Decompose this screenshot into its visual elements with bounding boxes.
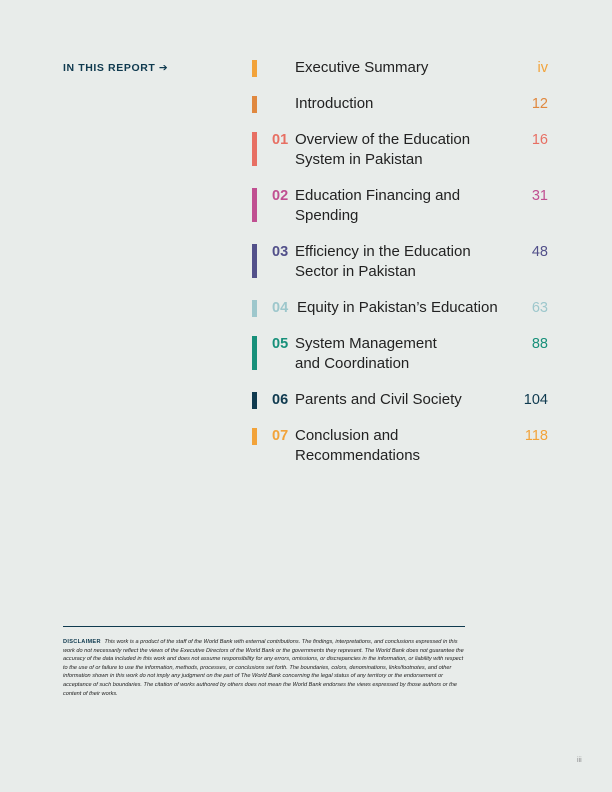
toc-title: Overview of the Education System in Pakistan xyxy=(295,131,471,168)
toc-color-bar xyxy=(252,428,257,445)
toc-number: 03 xyxy=(272,244,289,260)
toc-page-number: 104 xyxy=(523,392,548,408)
toc-page-number: 12 xyxy=(531,96,548,112)
toc-page-number: 16 xyxy=(531,132,548,148)
toc-page-number: 48 xyxy=(531,244,548,260)
toc-item-chapter-04[interactable] xyxy=(252,298,552,320)
page-number: iii xyxy=(577,757,582,764)
toc-color-bar xyxy=(252,60,257,77)
disclaimer-divider xyxy=(63,626,465,627)
toc-item-chapter-06[interactable] xyxy=(252,390,552,412)
toc-item-chapter-05[interactable] xyxy=(252,334,552,376)
toc-item-chapter-01[interactable] xyxy=(252,130,552,172)
toc-number: 04 xyxy=(272,300,289,316)
toc-page-number: 63 xyxy=(531,300,548,316)
toc-number: 06 xyxy=(272,392,289,408)
toc-color-bar xyxy=(252,336,257,370)
toc-item-executive-summary[interactable] xyxy=(252,58,552,80)
toc-color-bar xyxy=(252,188,257,222)
toc-item-chapter-02[interactable] xyxy=(252,186,552,228)
disclaimer-label: DISCLAIMER xyxy=(63,639,101,645)
toc-title: Education Financing and Spending xyxy=(295,187,461,224)
toc-title: Parents and Civil Society xyxy=(295,391,462,408)
toc-title: Executive Summary xyxy=(295,59,429,76)
toc-title: Equity in Pakistan’s Education xyxy=(297,299,498,316)
in-this-report-label: IN THIS REPORT ➔ xyxy=(63,62,169,74)
toc-item-introduction[interactable] xyxy=(252,94,552,116)
toc-color-bar xyxy=(252,392,257,409)
toc-title: Introduction xyxy=(295,95,374,112)
toc-title: Efficiency in the Education Sector in Pakistan xyxy=(295,243,471,280)
toc-page-number: iv xyxy=(537,60,548,76)
toc-number: 07 xyxy=(272,428,289,444)
disclaimer-text: This work is a product of the staff of the World Bank with external contributions. The findings, interpretations, and conclusions expressed in this work do not necessarily reflect the views of the Executive Directors of the World Bank or the governments they represent. The World Bank does not guarantee the accuracy of the data included in this work and does not assume responsibility for any errors, omissions, or discrepancies in the information, or liability with respect to the use of or failure to use the information, methods, processes, or conclusions set forth. The boundaries, colors, denominations, links/footnotes, and other information shown in this work do not imply any judgment on the part of The World Bank concerning the legal status of any territory or the endorsement or acceptance of such boundaries. The citation of works authored by others does not mean the World Bank endorses the views expressed by those authors or the content of their works. xyxy=(63,639,464,697)
toc-title: Conclusion and Recommendations xyxy=(295,427,421,464)
toc-item-chapter-07[interactable] xyxy=(252,426,552,468)
toc-number: 02 xyxy=(272,188,289,204)
toc-color-bar xyxy=(252,132,257,166)
toc-color-bar xyxy=(252,96,257,113)
toc-color-bar xyxy=(252,300,257,317)
toc-item-chapter-03[interactable] xyxy=(252,242,552,284)
toc-number: 05 xyxy=(272,336,289,352)
toc-page-number: 31 xyxy=(531,188,548,204)
toc-color-bar xyxy=(252,244,257,278)
toc-page-number: 118 xyxy=(524,428,548,444)
disclaimer xyxy=(63,638,467,698)
toc-number: 01 xyxy=(272,132,289,148)
toc-title: System Management and Coordination xyxy=(295,335,437,372)
toc-page-number: 88 xyxy=(531,336,548,352)
